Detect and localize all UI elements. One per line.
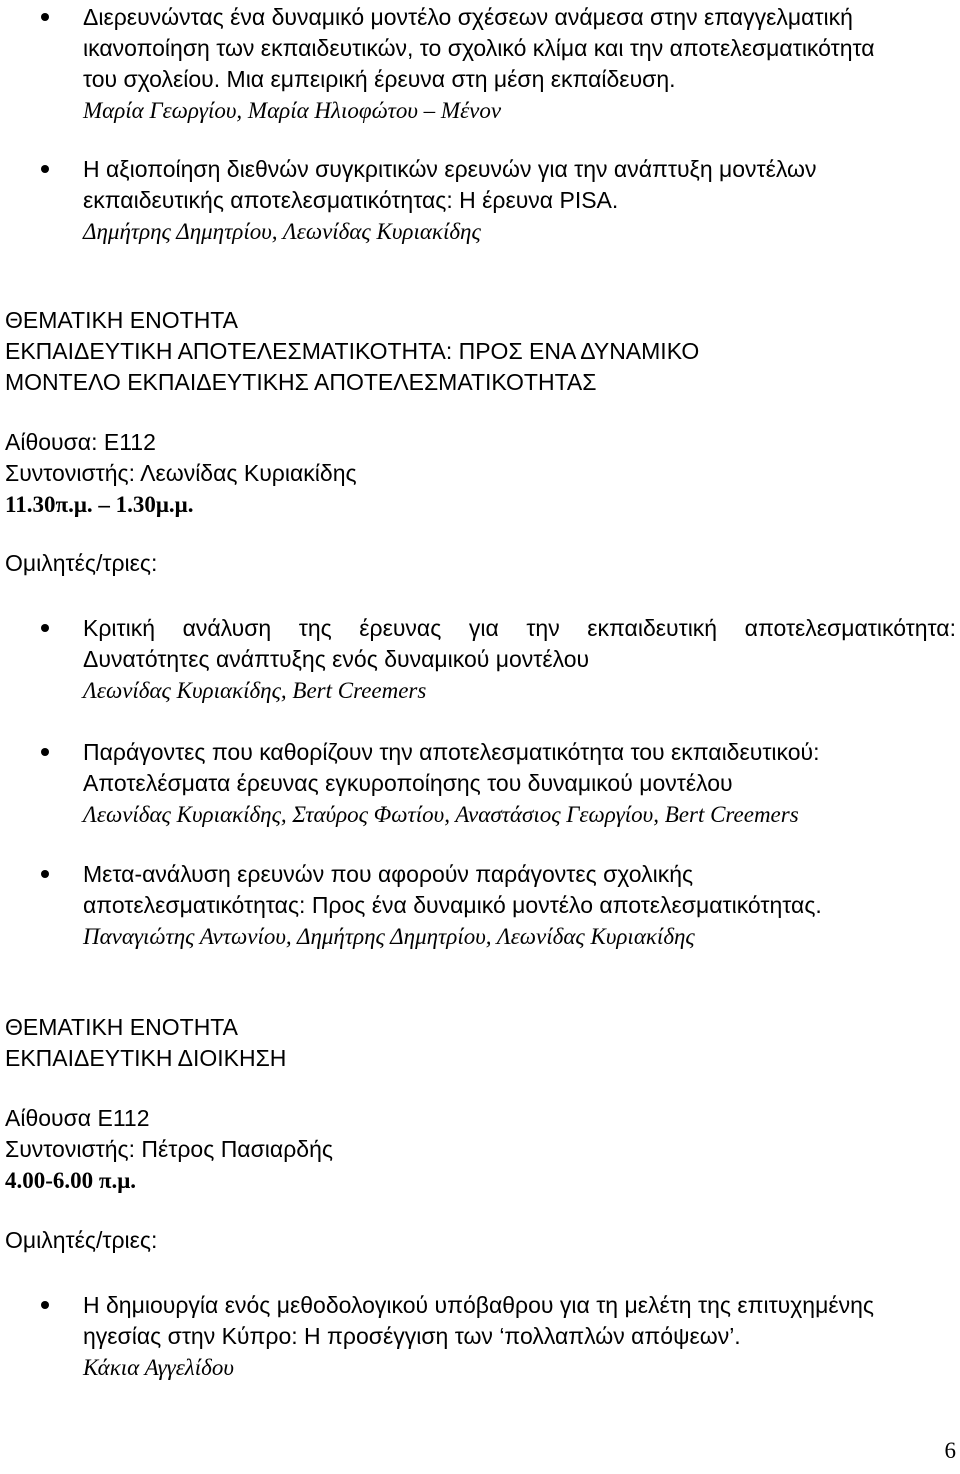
room-label: Αίθουσα: Ε112 [5, 429, 156, 455]
paper-title-line: Δυνατότητες ανάπτυξης ενός δυναμικού μοντέλου [83, 646, 590, 672]
speakers-label-block [5, 1225, 940, 1256]
word: την [526, 615, 560, 641]
bullet-icon [41, 1301, 49, 1309]
word: της [298, 615, 332, 641]
word: έρευνας [359, 615, 442, 641]
coordinator-label: Συντονιστής: Πέτρος Πασιαρδής [5, 1136, 333, 1162]
section-header [5, 305, 940, 398]
coordinator-label: Συντονιστής: Λεωνίδας Κυριακίδης [5, 460, 357, 486]
paper-authors: Παναγιώτης Αντωνίου, Δημήτρης Δημητρίου, Λεωνίδας Κυριακίδης [83, 924, 695, 949]
paper-authors: Κάκια Αγγελίδου [83, 1355, 234, 1380]
section-header [5, 1012, 940, 1074]
paper-title-line: εκπαιδευτικής αποτελεσματικότητας: Η έρευνα PISA. [83, 187, 619, 213]
bullet-icon [41, 165, 49, 173]
paper-authors: Λεωνίδας Κυριακίδης, Bert Creemers [83, 678, 427, 703]
bullet-icon [41, 13, 49, 21]
section-title-line: ΜΟΝΤΕΛΟ ΕΚΠΑΙΔΕΥΤΙΚΗΣ ΑΠΟΤΕΛΕΣΜΑΤΙΚΟΤΗΤΑΣ [5, 369, 597, 395]
session-info [5, 427, 940, 520]
session-info [5, 1103, 940, 1196]
section-heading: ΘΕΜΑΤΙΚΗ ΕΝΟΤΗΤΑ [5, 1014, 238, 1040]
room-label: Αίθουσα Ε112 [5, 1105, 150, 1131]
paper-title-line: Η αξιοποίηση διεθνών συγκριτικών ερευνών για την ανάπτυξη μοντέλων [83, 156, 817, 182]
word: ανάλυση [182, 615, 272, 641]
paper-title-line: ικανοποίηση των εκπαιδευτικών, το σχολικό κλίμα και την αποτελεσματικότητα [83, 35, 875, 61]
paper-title-line: Αποτελέσματα έρευνας εγκυροποίησης του δυναμικού μοντέλου [83, 770, 733, 796]
bullet-icon [41, 748, 49, 756]
paper-authors: Δημήτρης Δημητρίου, Λεωνίδας Κυριακίδης [83, 219, 481, 244]
paper-title-line: Παράγοντες που καθορίζουν την αποτελεσματικότητα του εκπαιδευτικού: [83, 739, 820, 765]
section-title-line: ΕΚΠΑΙΔΕΥΤΙΚΗ ΔΙΟΙΚΗΣΗ [5, 1045, 287, 1071]
speakers-label: Ομιλητές/τριες: [5, 550, 158, 576]
section-title-line: ΕΚΠΑΙΔΕΥΤΙΚΗ ΑΠΟΤΕΛΕΣΜΑΤΙΚΟΤΗΤΑ: ΠΡΟΣ ΕΝΑ ΔΥΝΑΜΙΚΟ [5, 338, 700, 364]
paper-title-line: του σχολείου. Μια εμπειρική έρευνα στη μέση εκπαίδευση. [83, 66, 676, 92]
paper-title-line [83, 613, 956, 644]
section-heading: ΘΕΜΑΤΙΚΗ ΕΝΟΤΗΤΑ [5, 307, 238, 333]
bullet-icon [41, 870, 49, 878]
paper-authors: Λεωνίδας Κυριακίδης, Σταύρος Φωτίου, Αναστάσιος Γεωργίου, Bert Creemers [83, 802, 799, 827]
word: εκπαιδευτική [587, 615, 718, 641]
paper-title-line: ηγεσίας στην Κύπρο: Η προσέγγιση των ‘πολλαπλών απόψεων’. [83, 1323, 741, 1349]
page-number: 6 [944, 1438, 956, 1463]
word: Κριτική [83, 615, 156, 641]
bullet-icon [41, 624, 49, 632]
time-label: 11.30π.μ. – 1.30μ.μ. [5, 492, 194, 517]
time-label: 4.00-6.00 π.μ. [5, 1168, 137, 1193]
word: για [468, 615, 499, 641]
word: αποτελεσματικότητα: [744, 615, 956, 641]
paper-title-line: Διερευνώντας ένα δυναμικό μοντέλο σχέσεων ανάμεσα στην επαγγελματική [83, 4, 853, 30]
paper-authors: Μαρία Γεωργίου, Μαρία Ηλιοφώτου – Μένον [83, 98, 502, 123]
paper-title-line: Μετα-ανάλυση ερευνών που αφορούν παράγοντες σχολικής [83, 861, 694, 887]
paper-title-line: Η δημιουργία ενός μεθοδολογικού υπόβαθρου για τη μελέτη της επιτυχημένης [83, 1292, 874, 1318]
speakers-label: Ομιλητές/τριες: [5, 1227, 158, 1253]
speakers-label-block [5, 548, 940, 579]
paper-title-line: αποτελεσματικότητας: Προς ένα δυναμικό μοντέλο αποτελεσματικότητας. [83, 892, 822, 918]
